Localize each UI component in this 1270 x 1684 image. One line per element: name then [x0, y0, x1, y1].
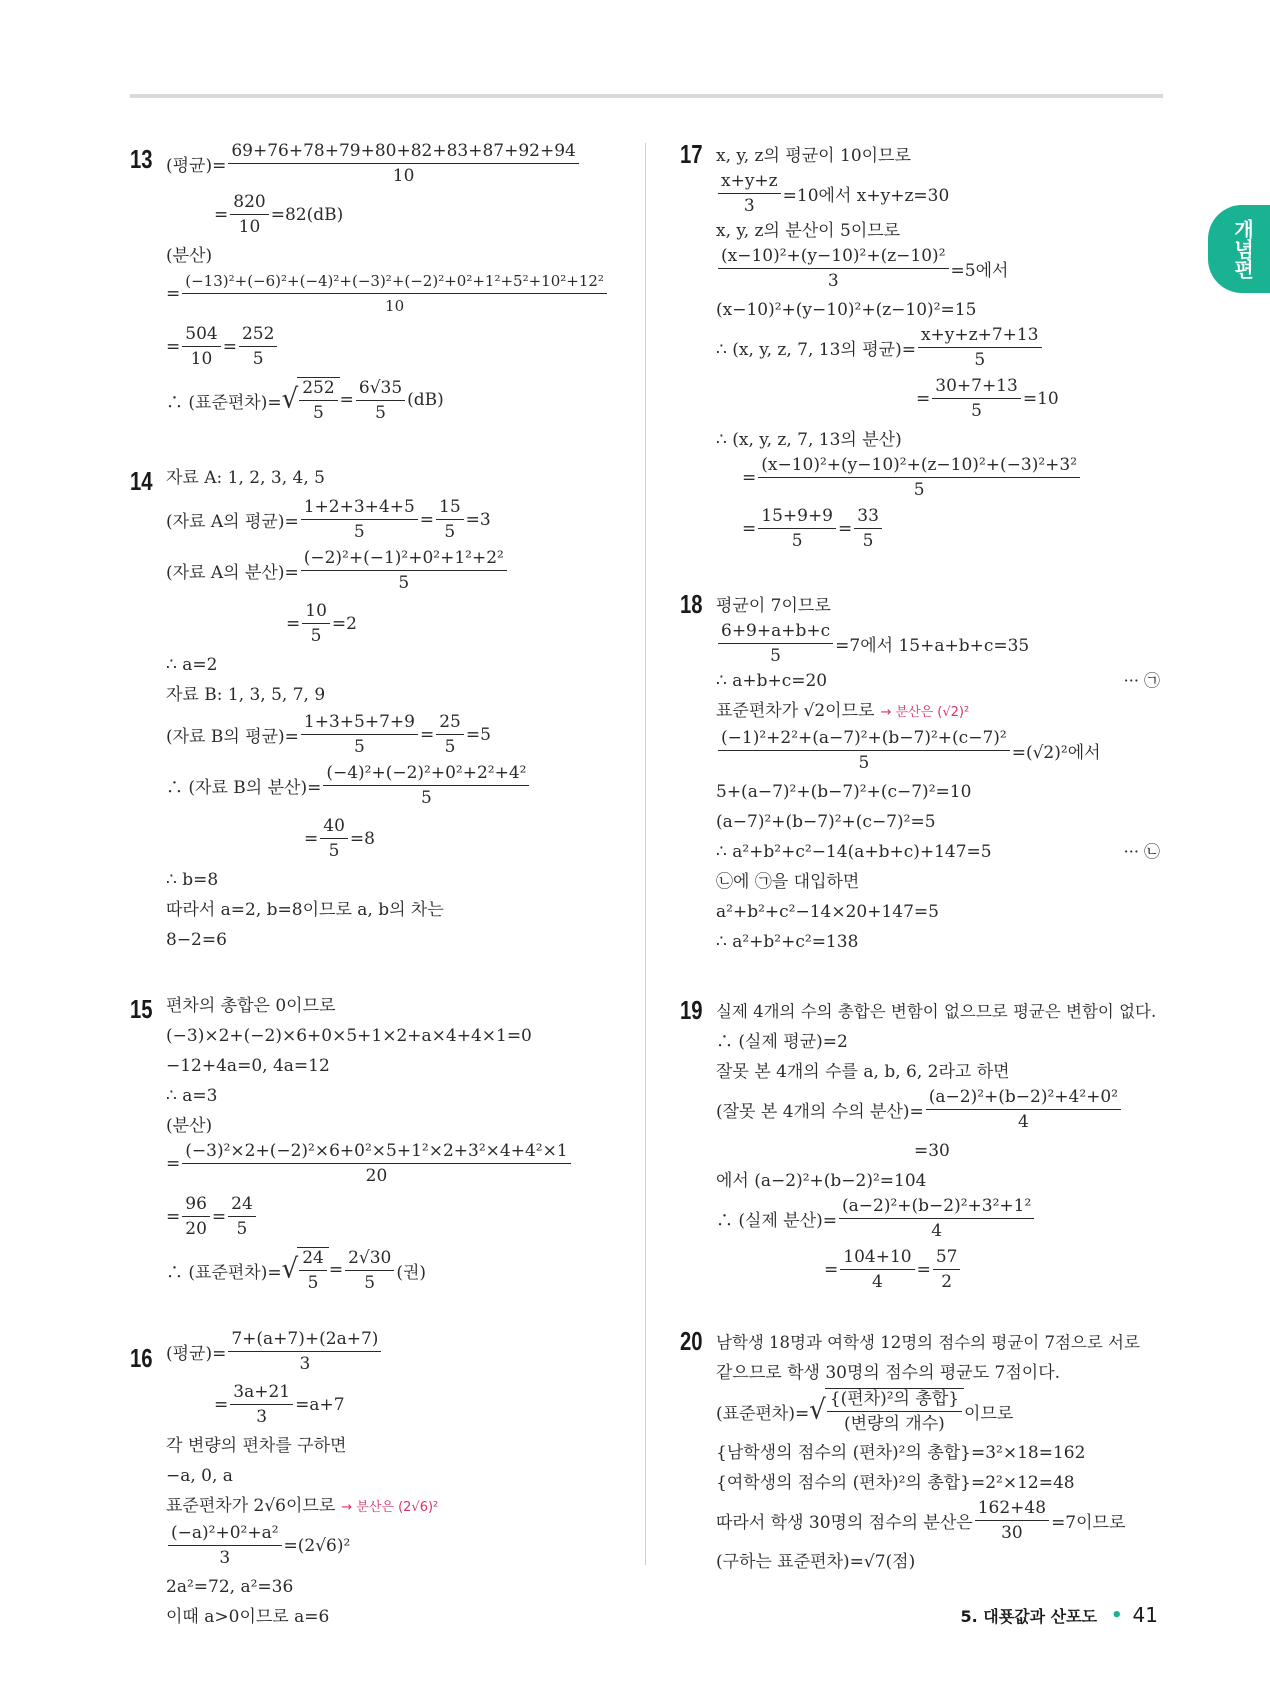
numerator: 25: [436, 712, 464, 735]
problem-number: 13: [130, 144, 153, 174]
equation: [716, 621, 1170, 666]
equation: [166, 324, 620, 369]
fraction: [933, 1247, 961, 1292]
text: =a+7: [295, 1394, 345, 1415]
numerator: 24: [299, 1248, 327, 1271]
label: ∴ (실제 분산)=: [716, 1211, 838, 1231]
denominator: 5: [913, 480, 925, 500]
numerator: 1+2+3+4+5: [301, 497, 418, 520]
text-line: 8−2=6: [166, 930, 227, 950]
text-line: x, y, z의 평균이 10이므로: [716, 146, 911, 166]
text: =: [214, 204, 229, 225]
numerator: x+y+z: [718, 171, 781, 194]
text: =: [166, 1153, 181, 1174]
equation: [716, 1196, 1170, 1241]
fraction: [301, 712, 418, 757]
fraction: [182, 1141, 570, 1186]
denominator: 3: [299, 1354, 311, 1374]
text: =3: [465, 509, 491, 530]
problem-number: 19: [680, 995, 703, 1025]
radical-icon: √: [281, 1253, 299, 1285]
text: =: [166, 336, 181, 357]
text-line: 평균이 7이므로: [716, 596, 831, 616]
text: =: [214, 1394, 229, 1415]
problem-20: [680, 1328, 1170, 1577]
denominator: 30: [1001, 1523, 1023, 1543]
text: =(√2)²에서: [1011, 743, 1101, 763]
denominator: 3: [743, 196, 755, 216]
text: =: [916, 1259, 931, 1280]
text: =5에서: [950, 261, 1009, 281]
text: 표준편차가 2√6이므로: [166, 1496, 336, 1516]
equation: [166, 548, 620, 593]
page-number: 41: [1132, 1603, 1158, 1627]
text: =: [838, 518, 853, 539]
numerator: 33: [854, 506, 882, 529]
numerator: (x−10)²+(y−10)²+(z−10)²: [718, 246, 949, 269]
equation-marker: ··· ㉠: [1123, 671, 1160, 690]
text-line: (a−7)²+(b−7)²+(c−7)²=5: [716, 812, 936, 832]
text: =7이므로: [1051, 1513, 1126, 1533]
text: 이므로: [964, 1403, 1014, 1424]
label: (평균)=: [166, 1344, 227, 1364]
numerator: (a−2)²+(b−2)²+3²+1²: [839, 1196, 1034, 1219]
text-line: (−3)×2+(−2)×6+0×5+1×2+a×4+4×1=0: [166, 1026, 532, 1046]
denominator: 20: [185, 1219, 207, 1239]
fraction: [840, 1247, 914, 1292]
problem-16: [130, 1329, 620, 1632]
text: =: [328, 1260, 344, 1280]
fraction: [323, 763, 529, 808]
text-line: 자료 A: 1, 2, 3, 4, 5: [166, 468, 325, 488]
text-line: 에서 (a−2)²+(b−2)²=104: [716, 1171, 927, 1191]
denominator: 3: [827, 271, 839, 291]
text: =: [211, 1206, 227, 1227]
numerator: 30+7+13: [932, 376, 1021, 399]
problem-number: 18: [680, 589, 703, 619]
column-divider: [645, 143, 646, 1565]
numerator: 96: [182, 1194, 210, 1217]
equation: [166, 1329, 620, 1374]
fraction: [758, 506, 836, 551]
text: =: [222, 336, 237, 357]
text: =10에서 x+y+z=30: [782, 186, 950, 206]
text-line: (분산): [166, 246, 213, 266]
denominator: 5: [313, 403, 324, 423]
text: 표준편차가 √2이므로: [716, 701, 875, 721]
text-line: 편차의 총합은 0이므로: [166, 996, 336, 1016]
text-line: {여학생의 점수의 (편차)²의 총합}=2²×12=48: [716, 1473, 1075, 1493]
equation: [166, 712, 620, 757]
radical-icon: √: [281, 383, 299, 415]
text: =: [304, 828, 319, 849]
text-line: {남학생의 점수의 (편차)²의 총합}=3²×18=162: [716, 1443, 1086, 1463]
fraction: [228, 1194, 256, 1239]
problem-18: [680, 591, 1170, 957]
equation: [716, 1388, 1170, 1434]
fraction: [827, 1389, 962, 1434]
numerator: 15+9+9: [758, 506, 836, 529]
text-line: x, y, z의 분산이 5이므로: [716, 221, 901, 241]
text: =: [419, 509, 435, 530]
fraction: [718, 728, 1010, 773]
problem-19: [680, 997, 1170, 1292]
right-column: [680, 141, 1170, 1577]
text: =: [916, 388, 931, 409]
fraction: [320, 816, 348, 861]
text-line: (x−10)²+(y−10)²+(z−10)²=15: [716, 300, 977, 320]
denominator: 3: [256, 1407, 268, 1427]
text-line: 같으므로 학생 30명의 점수의 평균도 7점이다.: [716, 1363, 1061, 1383]
text-line: 남학생 18명과 여학생 12명의 점수의 평균이 7점으로 서로: [716, 1333, 1140, 1352]
equation: [166, 601, 620, 646]
numerator: (−1)²+2²+(a−7)²+(b−7)²+(c−7)²: [718, 728, 1010, 751]
label: (자료 B의 평균)=: [166, 727, 299, 747]
text: =(2√6)²: [283, 1535, 351, 1556]
text: =: [742, 518, 757, 539]
text: =: [824, 1259, 839, 1280]
equation-marker: ··· ㉡: [1123, 842, 1160, 861]
page-footer: [960, 1603, 1158, 1627]
numerator: 252: [239, 324, 277, 347]
fraction: [182, 271, 607, 316]
label: (자료 A의 평균)=: [166, 512, 299, 532]
text: =2: [331, 613, 357, 634]
equation: [166, 1247, 620, 1293]
denominator: 5: [353, 522, 365, 542]
text-line: (구하는 표준편차)=√7(점): [716, 1552, 916, 1572]
fraction: [436, 712, 464, 757]
numerator: (−13)²+(−6)²+(−4)²+(−3)²+(−2)²+0²+1²+5²+10²+12²: [182, 271, 607, 294]
text: =: [742, 467, 757, 488]
top-rule: [130, 94, 1163, 98]
fraction: [230, 1382, 293, 1427]
hint-note: → 분산은 (2√6)²: [341, 1500, 439, 1515]
equation: [166, 1523, 620, 1568]
text: =: [286, 613, 301, 634]
denominator: 5: [420, 788, 432, 808]
equation: [166, 271, 620, 316]
text-line: 각 변량의 편차를 구하면: [166, 1436, 347, 1456]
fraction: [168, 1523, 282, 1568]
fraction: [301, 497, 418, 542]
denominator: 20: [365, 1166, 388, 1186]
text: =8: [349, 828, 375, 849]
fraction: [182, 1194, 210, 1239]
denominator: 5: [375, 402, 386, 423]
text-line: 이때 a>0이므로 a=6: [166, 1607, 330, 1627]
text-line: ∴ b=8: [166, 870, 219, 890]
problem-number: 20: [680, 1326, 703, 1356]
label: (평균)=: [166, 156, 227, 176]
numerator: (−2)²+(−1)²+0²+1²+2²: [301, 548, 507, 571]
numerator: (−3)²×2+(−2)²×6+0²×5+1²×2+3²×4+4²×1: [182, 1141, 570, 1164]
denominator: 10: [392, 166, 415, 186]
numerator: 3a+21: [230, 1382, 293, 1405]
problem-14: [130, 463, 620, 955]
text-line: −a, 0, a: [166, 1466, 233, 1486]
text: (권): [396, 1262, 427, 1283]
denominator: 10: [190, 349, 213, 369]
equation: [166, 1382, 620, 1427]
text: =: [166, 283, 181, 304]
numerator: 820: [230, 192, 268, 215]
denominator: 5: [444, 737, 456, 757]
text-line: a²+b²+c²−14×20+147=5: [716, 902, 939, 922]
numerator: 6+9+a+b+c: [718, 621, 833, 644]
numerator: 2√30: [345, 1248, 394, 1271]
equation: [716, 455, 1170, 500]
text-line: ㉡에 ㉠을 대입하면: [716, 872, 860, 892]
denominator: 5: [236, 1219, 248, 1239]
fraction: [854, 506, 882, 551]
equation: [716, 728, 1170, 773]
problem-15: [130, 991, 620, 1293]
numerator: 10: [302, 601, 330, 624]
denominator: 5: [974, 350, 986, 370]
numerator: 252: [299, 378, 337, 401]
denominator: 5: [770, 646, 781, 666]
denominator: 10: [238, 217, 261, 237]
text-line: [716, 837, 1170, 867]
fraction: [230, 192, 268, 237]
equation: [716, 171, 1170, 216]
problem-number: 14: [130, 466, 153, 496]
fraction: [839, 1196, 1034, 1241]
text: =7에서 15+a+b+c=35: [835, 636, 1030, 656]
equation: [166, 497, 620, 542]
numerator: 24: [228, 1194, 256, 1217]
numerator: 6√35: [356, 378, 405, 401]
equation: [716, 325, 1170, 370]
equation: [716, 376, 1170, 421]
label: ∴ (표준편차)=: [166, 392, 282, 413]
text: =10: [1022, 388, 1059, 409]
numerator: 15: [436, 497, 464, 520]
text-line: [166, 1491, 620, 1523]
label: ∴ (표준편차)=: [166, 1262, 282, 1283]
fraction: [301, 548, 507, 593]
left-column: [130, 141, 620, 1632]
text-line: =30: [914, 1141, 950, 1161]
label: ∴ (x, y, z, 7, 13의 평균)=: [716, 340, 916, 360]
problem-number: 16: [130, 1343, 153, 1373]
equation: [166, 141, 620, 186]
fraction: [975, 1498, 1049, 1543]
square-root: [282, 1247, 329, 1293]
text: ∴ a²+b²+c²−14(a+b+c)+147=5: [716, 842, 992, 862]
text-line: −12+4a=0, 4a=12: [166, 1056, 330, 1076]
text: =5: [465, 724, 491, 745]
fraction: [228, 1329, 381, 1374]
text-line: (분산): [166, 1116, 213, 1136]
square-root: [809, 1388, 964, 1434]
denominator: 5: [398, 573, 410, 593]
text: =: [339, 390, 354, 410]
denominator: 5: [858, 753, 870, 773]
numerator: (a−2)²+(b−2)²+4²+0²: [926, 1087, 1121, 1110]
fraction: [182, 324, 220, 369]
square-root: [282, 377, 340, 423]
text-line: 5+(a−7)²+(b−7)²+(c−7)²=10: [716, 782, 972, 802]
problem-13: [130, 141, 620, 423]
denominator: 4: [931, 1221, 943, 1241]
numerator: (x−10)²+(y−10)²+(z−10)²+(−3)²+3²: [758, 455, 1080, 478]
denominator: 2: [941, 1272, 953, 1292]
fraction: [299, 1248, 327, 1293]
equation: [166, 763, 620, 808]
fraction: [239, 324, 277, 369]
text-line: [716, 696, 1170, 728]
label: (자료 A의 분산)=: [166, 563, 299, 583]
text-line: ∴ a=3: [166, 1086, 218, 1106]
numerator: 1+3+5+7+9: [301, 712, 418, 735]
numerator: 69+76+78+79+80+82+83+87+92+94: [228, 141, 579, 164]
numerator: 504: [182, 324, 220, 347]
numerator: x+y+z+7+13: [918, 325, 1042, 348]
fraction: [436, 497, 464, 542]
problem-17: [680, 141, 1170, 551]
text: =82(dB): [270, 204, 344, 225]
equation: [716, 506, 1170, 551]
text-line: 따라서 a=2, b=8이므로 a, b의 차는: [166, 900, 444, 920]
denominator: 5: [971, 401, 982, 421]
numerator: {(편차)²의 총합}: [827, 1389, 962, 1412]
text-line: 실제 4개의 수의 총합은 변함이 없으므로 평균은 변함이 없다.: [716, 1002, 1157, 1021]
denominator: 5: [354, 737, 365, 757]
equation: [716, 1247, 1170, 1292]
denominator: 3: [219, 1548, 231, 1568]
numerator: 40: [320, 816, 348, 839]
text-line: ∴ (x, y, z, 7, 13의 분산): [716, 430, 902, 450]
radical-icon: √: [809, 1394, 826, 1426]
fraction: [228, 141, 579, 186]
denominator: 5: [364, 1272, 376, 1293]
equation: [716, 246, 1170, 291]
fraction: [758, 455, 1080, 500]
fraction: [718, 621, 833, 666]
equation: [716, 1087, 1170, 1132]
text-line: [716, 666, 1170, 696]
bullet-icon: •: [1111, 1604, 1123, 1626]
numerator: (−a)²+0²+a²: [168, 1523, 282, 1546]
label: (표준편차)=: [716, 1403, 810, 1424]
label: ∴ (자료 B의 분산)=: [166, 778, 322, 798]
fraction: [918, 325, 1042, 370]
equation: [166, 377, 620, 423]
equation: [166, 816, 620, 861]
chapter-title: 5. 대푯값과 산포도: [960, 1606, 1098, 1626]
equation: [166, 1141, 620, 1186]
equation: [166, 1194, 620, 1239]
text: ∴ a+b+c=20: [716, 671, 828, 691]
text-line: 잘못 본 4개의 수를 a, b, 6, 2라고 하면: [716, 1062, 1010, 1082]
numerator: 104+10: [840, 1247, 914, 1270]
fraction: [718, 171, 781, 216]
text-line: ∴ a=2: [166, 655, 218, 675]
text-line: 자료 B: 1, 3, 5, 7, 9: [166, 685, 326, 705]
text: =: [166, 1206, 181, 1227]
numerator: (−4)²+(−2)²+0²+2²+4²: [323, 763, 529, 786]
numerator: 57: [933, 1247, 961, 1270]
denominator: 10: [385, 297, 405, 315]
text-line: 2a²=72, a²=36: [166, 1577, 294, 1597]
denominator: 5: [791, 531, 803, 551]
label: (잘못 본 4개의 수의 분산)=: [716, 1102, 924, 1122]
fraction: [718, 246, 949, 291]
section-tab[interactable]: [1208, 205, 1270, 293]
denominator: (변량의 개수): [844, 1414, 945, 1434]
text: (dB): [407, 390, 444, 410]
denominator: 5: [307, 1273, 319, 1293]
denominator: 5: [252, 349, 264, 369]
fraction: [299, 378, 337, 423]
problem-number: 17: [680, 139, 703, 169]
fraction: [302, 601, 330, 646]
denominator: 5: [310, 626, 322, 646]
fraction: [345, 1248, 394, 1293]
denominator: 4: [1017, 1112, 1029, 1132]
equation: [716, 1498, 1170, 1543]
fraction: [926, 1087, 1121, 1132]
denominator: 5: [444, 522, 456, 542]
fraction: [356, 378, 405, 423]
equation: [166, 192, 620, 237]
label: 따라서 학생 30명의 점수의 분산은: [716, 1513, 973, 1533]
text-line: ∴ (실제 평균)=2: [716, 1032, 848, 1052]
problem-number: 15: [130, 994, 153, 1024]
text-line: ∴ a²+b²+c²=138: [716, 932, 859, 952]
denominator: 5: [862, 531, 874, 551]
denominator: 5: [328, 841, 340, 861]
fraction: [932, 376, 1021, 421]
hint-note: → 분산은 (√2)²: [880, 705, 970, 720]
section-tab-label: 개념편: [1230, 219, 1255, 279]
numerator: 7+(a+7)+(2a+7): [228, 1329, 381, 1352]
text: =: [419, 724, 435, 745]
numerator: 162+48: [975, 1498, 1049, 1521]
denominator: 4: [872, 1272, 883, 1292]
